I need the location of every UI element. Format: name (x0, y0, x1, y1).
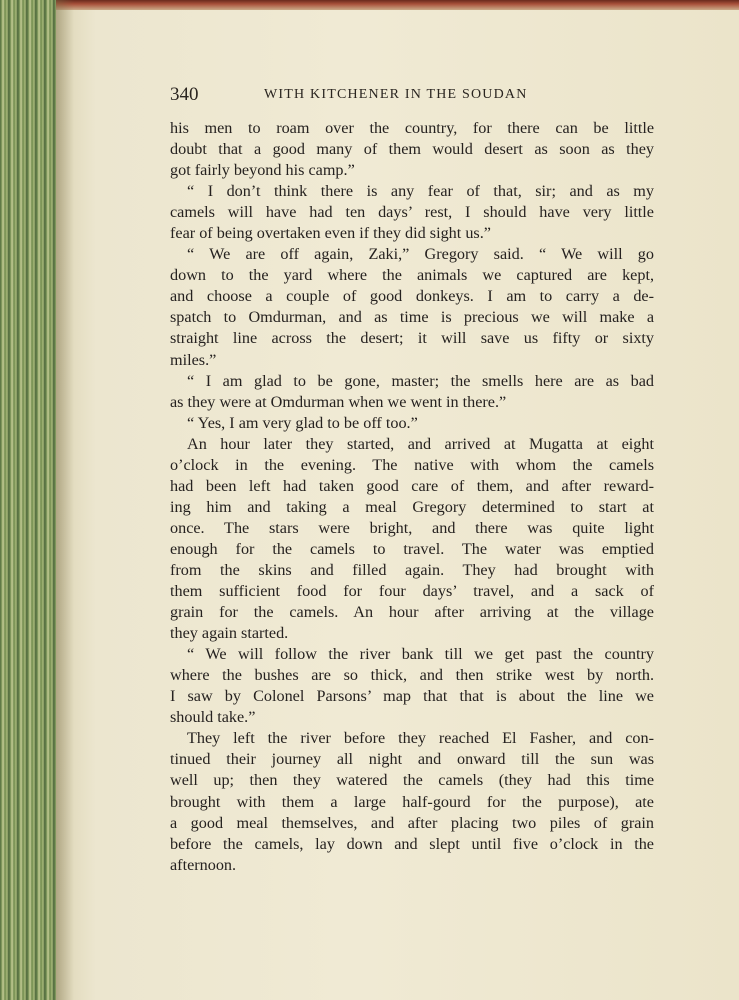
page-number: 340 (170, 84, 199, 105)
text-line: from the skins and filled again. They had brought with (170, 560, 654, 579)
text-line: miles.” (170, 350, 217, 369)
text-line: grain for the camels. An hour after arriving at the village (170, 603, 654, 622)
text-line: them sufficient food for four days’ travel, and a sack of (170, 582, 654, 601)
text-line: where the bushes are so thick, and then strike west by north. (170, 666, 654, 685)
text-line: “ Yes, I am very glad to be off too.” (187, 413, 418, 432)
text-line: brought with them a large half-gourd for the purpose), ate (170, 792, 654, 811)
text-line: enough for the camels to travel. The water was emptied (170, 539, 654, 558)
text-line: An hour later they started, and arrived at Mugatta at eight (187, 434, 654, 453)
page-header (170, 84, 690, 108)
text-line: before the camels, lay down and slept until five o’clock in the (170, 834, 654, 853)
book-spine-edge (0, 0, 56, 1000)
text-line: they again started. (170, 624, 289, 643)
text-line: “ I am glad to be gone, master; the smells here are as bad (187, 371, 654, 390)
body-text (170, 118, 654, 876)
text-line: “ I don’t think there is any fear of that, sir; and as my (187, 182, 654, 201)
text-line: spatch to Omdurman, and as time is precious we will make a (170, 308, 654, 327)
gutter-shadow (56, 0, 74, 1000)
text-line: his men to roam over the country, for there can be little (170, 119, 654, 137)
text-line: tinued their journey all night and onward till the sun was (170, 750, 654, 769)
text-line: o’clock in the evening. The native with whom the camels (170, 455, 654, 474)
text-line: once. The stars were bright, and there was quite light (170, 518, 654, 537)
text-line: I saw by Colonel Parsons’ map that that is about the line we (170, 687, 654, 706)
text-line: should take.” (170, 708, 256, 727)
text-line: They left the river before they reached El Fasher, and con- (187, 729, 654, 748)
text-line: down to the yard where the animals we captured are kept, (170, 266, 654, 285)
text-line: straight line across the desert; it will save us fifty or sixty (170, 329, 654, 348)
text-line: a good meal themselves, and after placing two piles of grain (170, 813, 654, 832)
text-line: well up; then they watered the camels (they had this time (170, 771, 654, 790)
text-line: “ We are off again, Zaki,” Gregory said. “ We will go (187, 245, 654, 264)
text-line: got fairly beyond his camp.” (170, 161, 355, 180)
text-line: as they were at Omdurman when we went in there.” (170, 392, 507, 411)
text-line: camels will have had ten days’ rest, I should have very little (170, 203, 654, 222)
text-line: ing him and taking a meal Gregory determined to start at (170, 497, 654, 516)
text-line: “ We will follow the river bank till we get past the country (187, 645, 654, 664)
text-line: had been left had taken good care of them, and after reward- (170, 476, 654, 495)
text-line: doubt that a good many of them would desert as soon as they (170, 140, 654, 159)
running-head: WITH KITCHENER IN THE SOUDAN (264, 87, 528, 102)
text-line: afternoon. (170, 855, 237, 874)
text-line: fear of being overtaken even if they did sight us.” (170, 224, 491, 243)
text-line: and choose a couple of good donkeys. I am to carry a de- (170, 287, 654, 306)
